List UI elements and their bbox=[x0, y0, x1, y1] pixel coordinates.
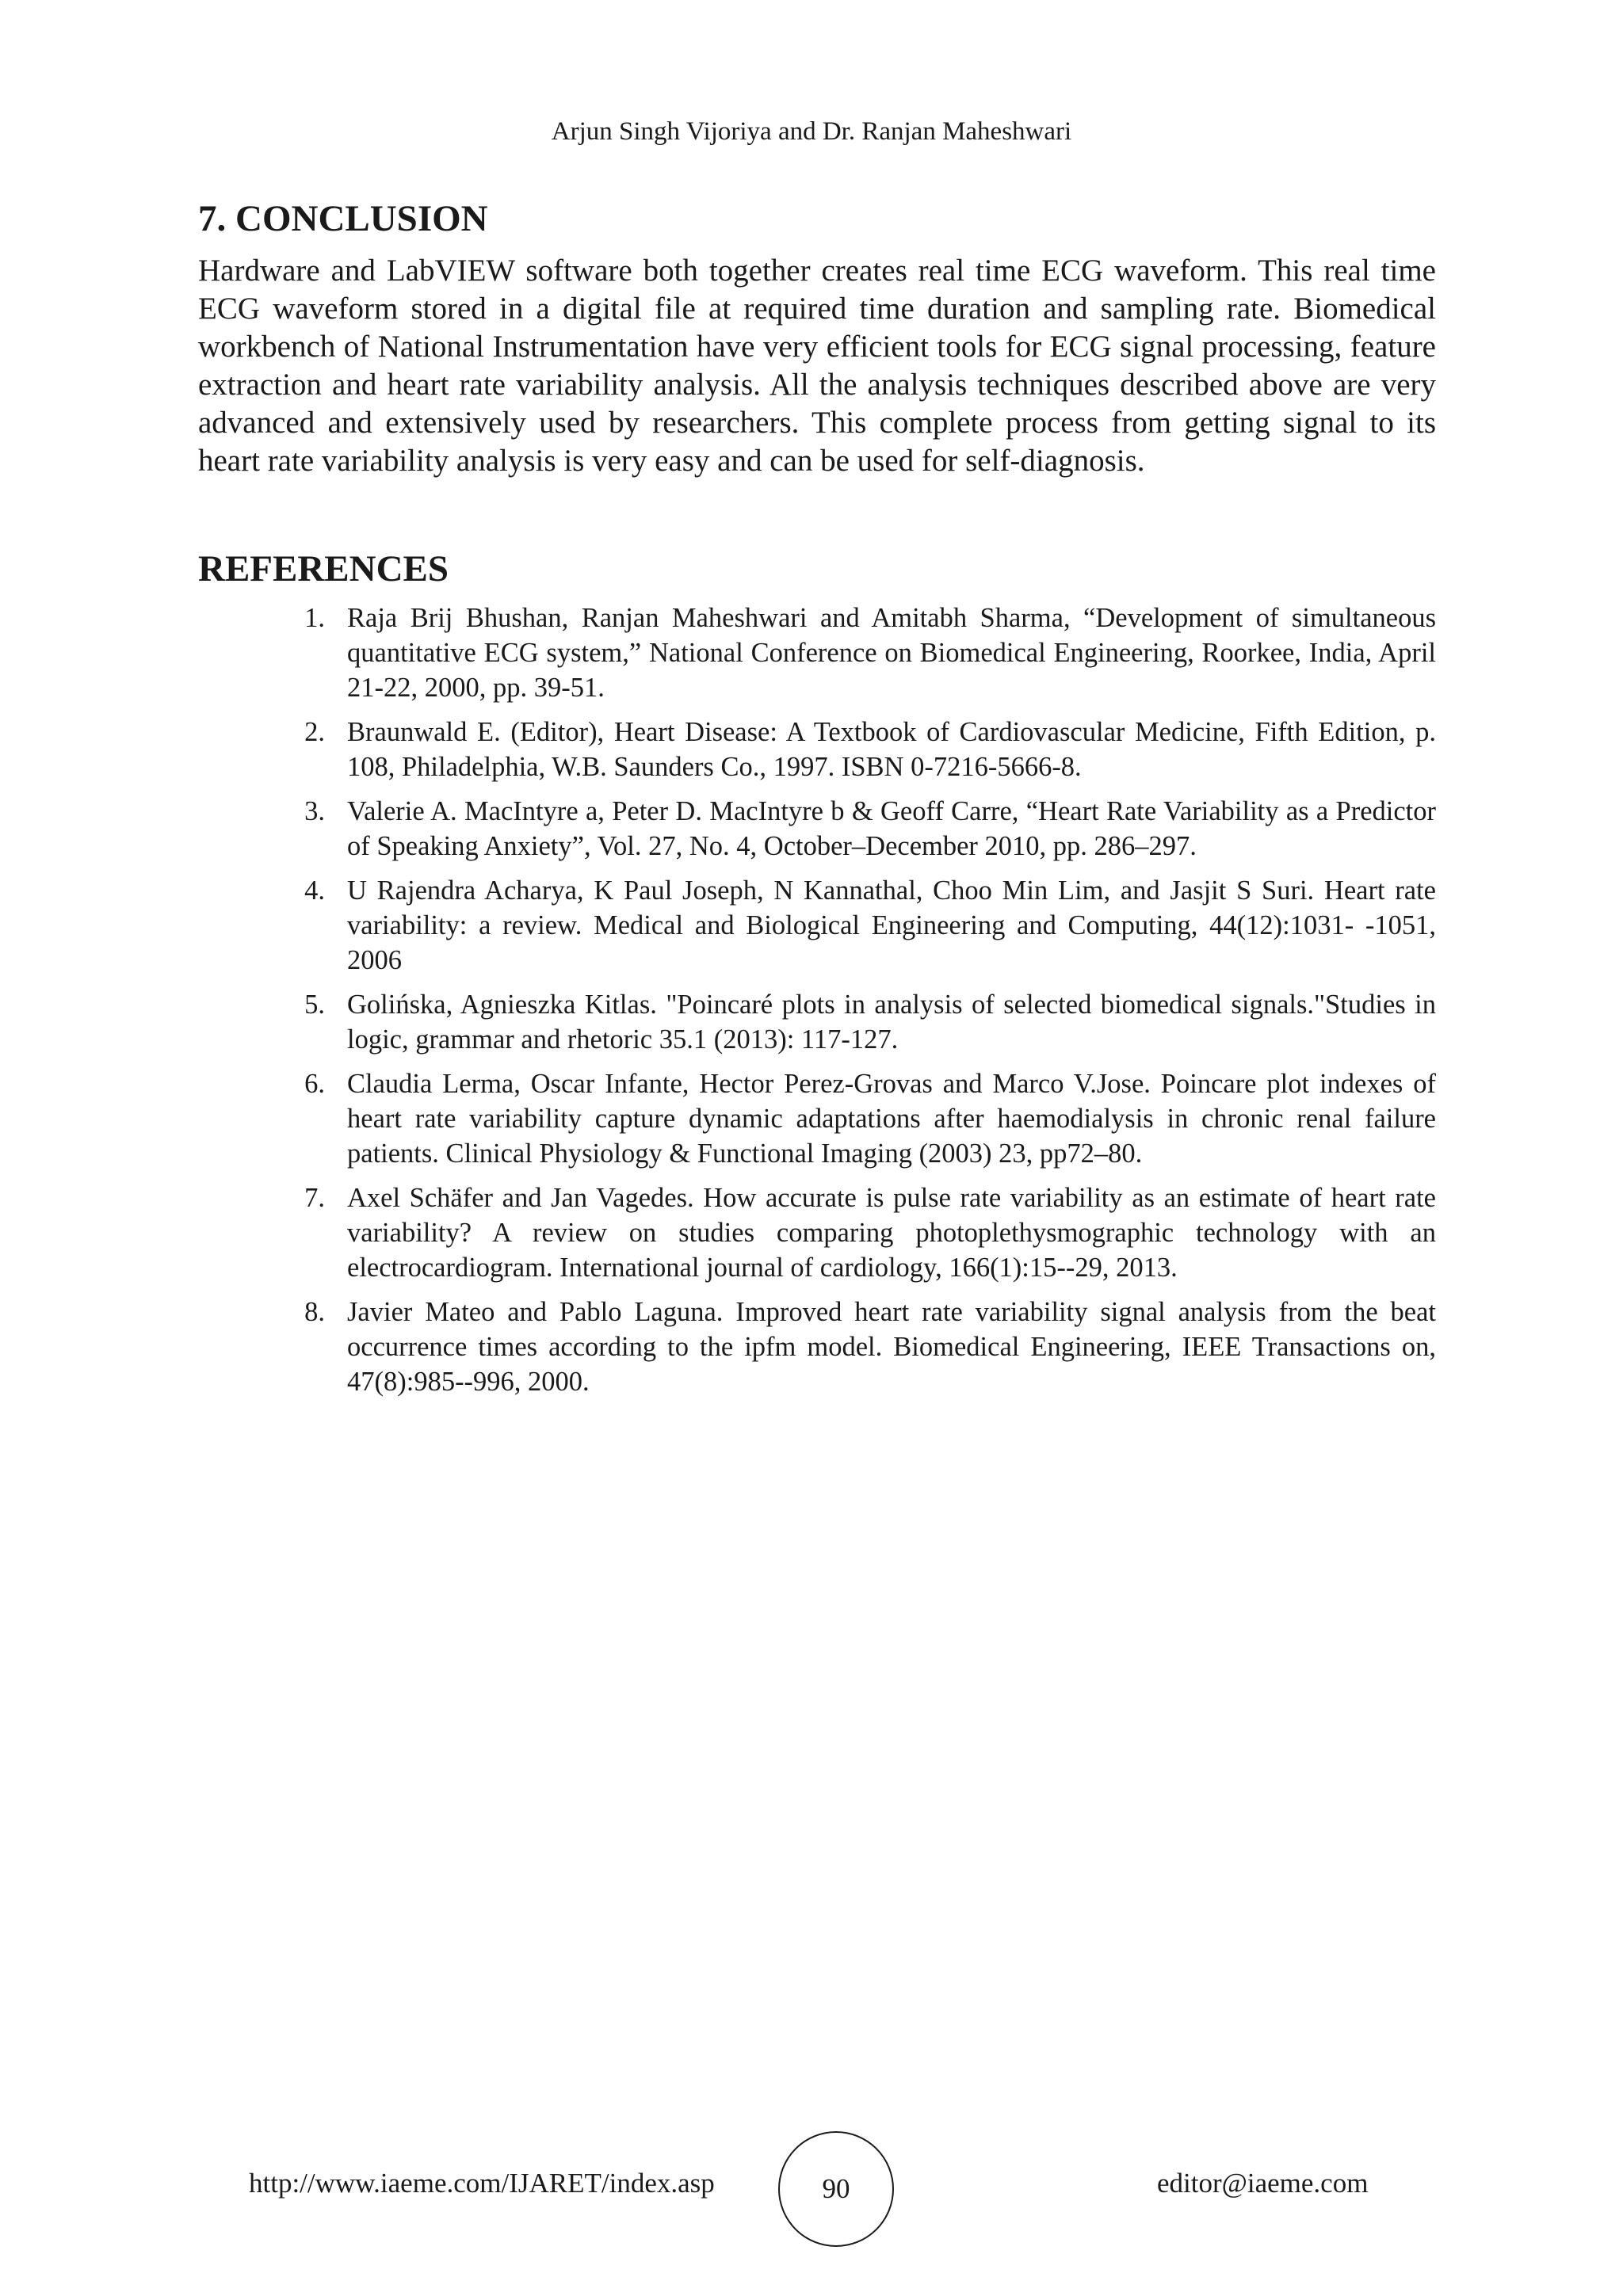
conclusion-heading: 7. CONCLUSION bbox=[198, 198, 488, 239]
reference-item bbox=[198, 794, 1436, 864]
page-footer bbox=[0, 2131, 1623, 2234]
reference-text: U Rajendra Acharya, K Paul Joseph, N Kannathal, Choo Min Lim, and Jasjit S Suri. Heart rate variability: a review. Medical and Biological Engineering and Computing, 44(12):1031- -1051, 2006 bbox=[347, 875, 1436, 975]
reference-number: 8. bbox=[304, 1297, 325, 1327]
reference-item bbox=[198, 873, 1436, 978]
reference-item bbox=[198, 1295, 1436, 1399]
reference-text: Axel Schäfer and Jan Vagedes. How accurate is pulse rate variability as an estimate of heart rate variability? A review on studies comparing photoplethysmographic technology with an electrocardiogram. International journal of cardiology, 166(1):15--29, 2013. bbox=[347, 1183, 1436, 1283]
reference-number: 7. bbox=[304, 1183, 325, 1213]
reference-item bbox=[198, 715, 1436, 784]
reference-text: Raja Brij Bhushan, Ranjan Maheshwari and Amitabh Sharma, “Development of simultaneous quantitative ECG system,” National Conference on Biomedical Engineering, Roorkee, India, April 21-22, 2000, pp. 39-51. bbox=[347, 603, 1436, 703]
reference-text: Javier Mateo and Pablo Laguna. Improved heart rate variability signal analysis from the beat occurrence times according to the ipfm model. Biomedical Engineering, IEEE Transactions on, 47(8):985--996, 2000. bbox=[347, 1297, 1436, 1397]
reference-text: Braunwald E. (Editor), Heart Disease: A Textbook of Cardiovascular Medicine, Fifth Edition, p. 108, Philadelphia, W.B. Saunders Co., 1997. ISBN 0-7216-5666-8. bbox=[347, 717, 1436, 782]
reference-item bbox=[198, 1066, 1436, 1171]
reference-number: 2. bbox=[304, 717, 325, 747]
references-heading: REFERENCES bbox=[198, 548, 449, 589]
reference-number: 5. bbox=[304, 990, 325, 1020]
reference-text: Golińska, Agnieszka Kitlas. "Poincaré plots in analysis of selected biomedical signals."Studies in logic, grammar and rhetoric 35.1 (2013): 117-127. bbox=[347, 990, 1436, 1055]
footer-url-link[interactable]: http://www.iaeme.com/IJARET/index.asp bbox=[249, 2168, 715, 2199]
reference-number: 4. bbox=[304, 875, 325, 906]
conclusion-body: Hardware and LabVIEW software both together creates real time ECG waveform. This real time ECG waveform stored in a digital file at required time duration and sampling rate. Biomedical workbench of National Instrumentation have very efficient tools for ECG signal processing, feature extraction and heart rate variability analysis. All the analysis techniques described above are very advanced and extensively used by researchers. This complete process from getting signal to its heart rate variability analysis is very easy and can be used for self-diagnosis. bbox=[198, 254, 1436, 478]
reference-item bbox=[198, 601, 1436, 705]
reference-number: 6. bbox=[304, 1069, 325, 1099]
reference-text: Claudia Lerma, Oscar Infante, Hector Perez-Grovas and Marco V.Jose. Poincare plot indexes of heart rate variability capture dynamic adaptations after haemodialysis in chronic renal failure patients. Clinical Physiology & Functional Imaging (2003) 23, pp72–80. bbox=[347, 1069, 1436, 1169]
reference-item bbox=[198, 987, 1436, 1057]
page-number: 90 bbox=[822, 2173, 850, 2204]
reference-number: 1. bbox=[304, 603, 325, 633]
reference-item bbox=[198, 1180, 1436, 1285]
page-number-badge bbox=[778, 2131, 894, 2247]
running-head: Arjun Singh Vijoriya and Dr. Ranjan Maheshwari bbox=[551, 117, 1072, 146]
reference-text: Valerie A. MacIntyre a, Peter D. MacIntyre b & Geoff Carre, “Heart Rate Variability as a Predictor of Speaking Anxiety”, Vol. 27, No. 4, October–December 2010, pp. 286–297. bbox=[347, 796, 1436, 861]
reference-list bbox=[198, 601, 1436, 1409]
footer-email-link[interactable]: editor@iaeme.com bbox=[1157, 2168, 1369, 2199]
reference-number: 3. bbox=[304, 796, 325, 826]
